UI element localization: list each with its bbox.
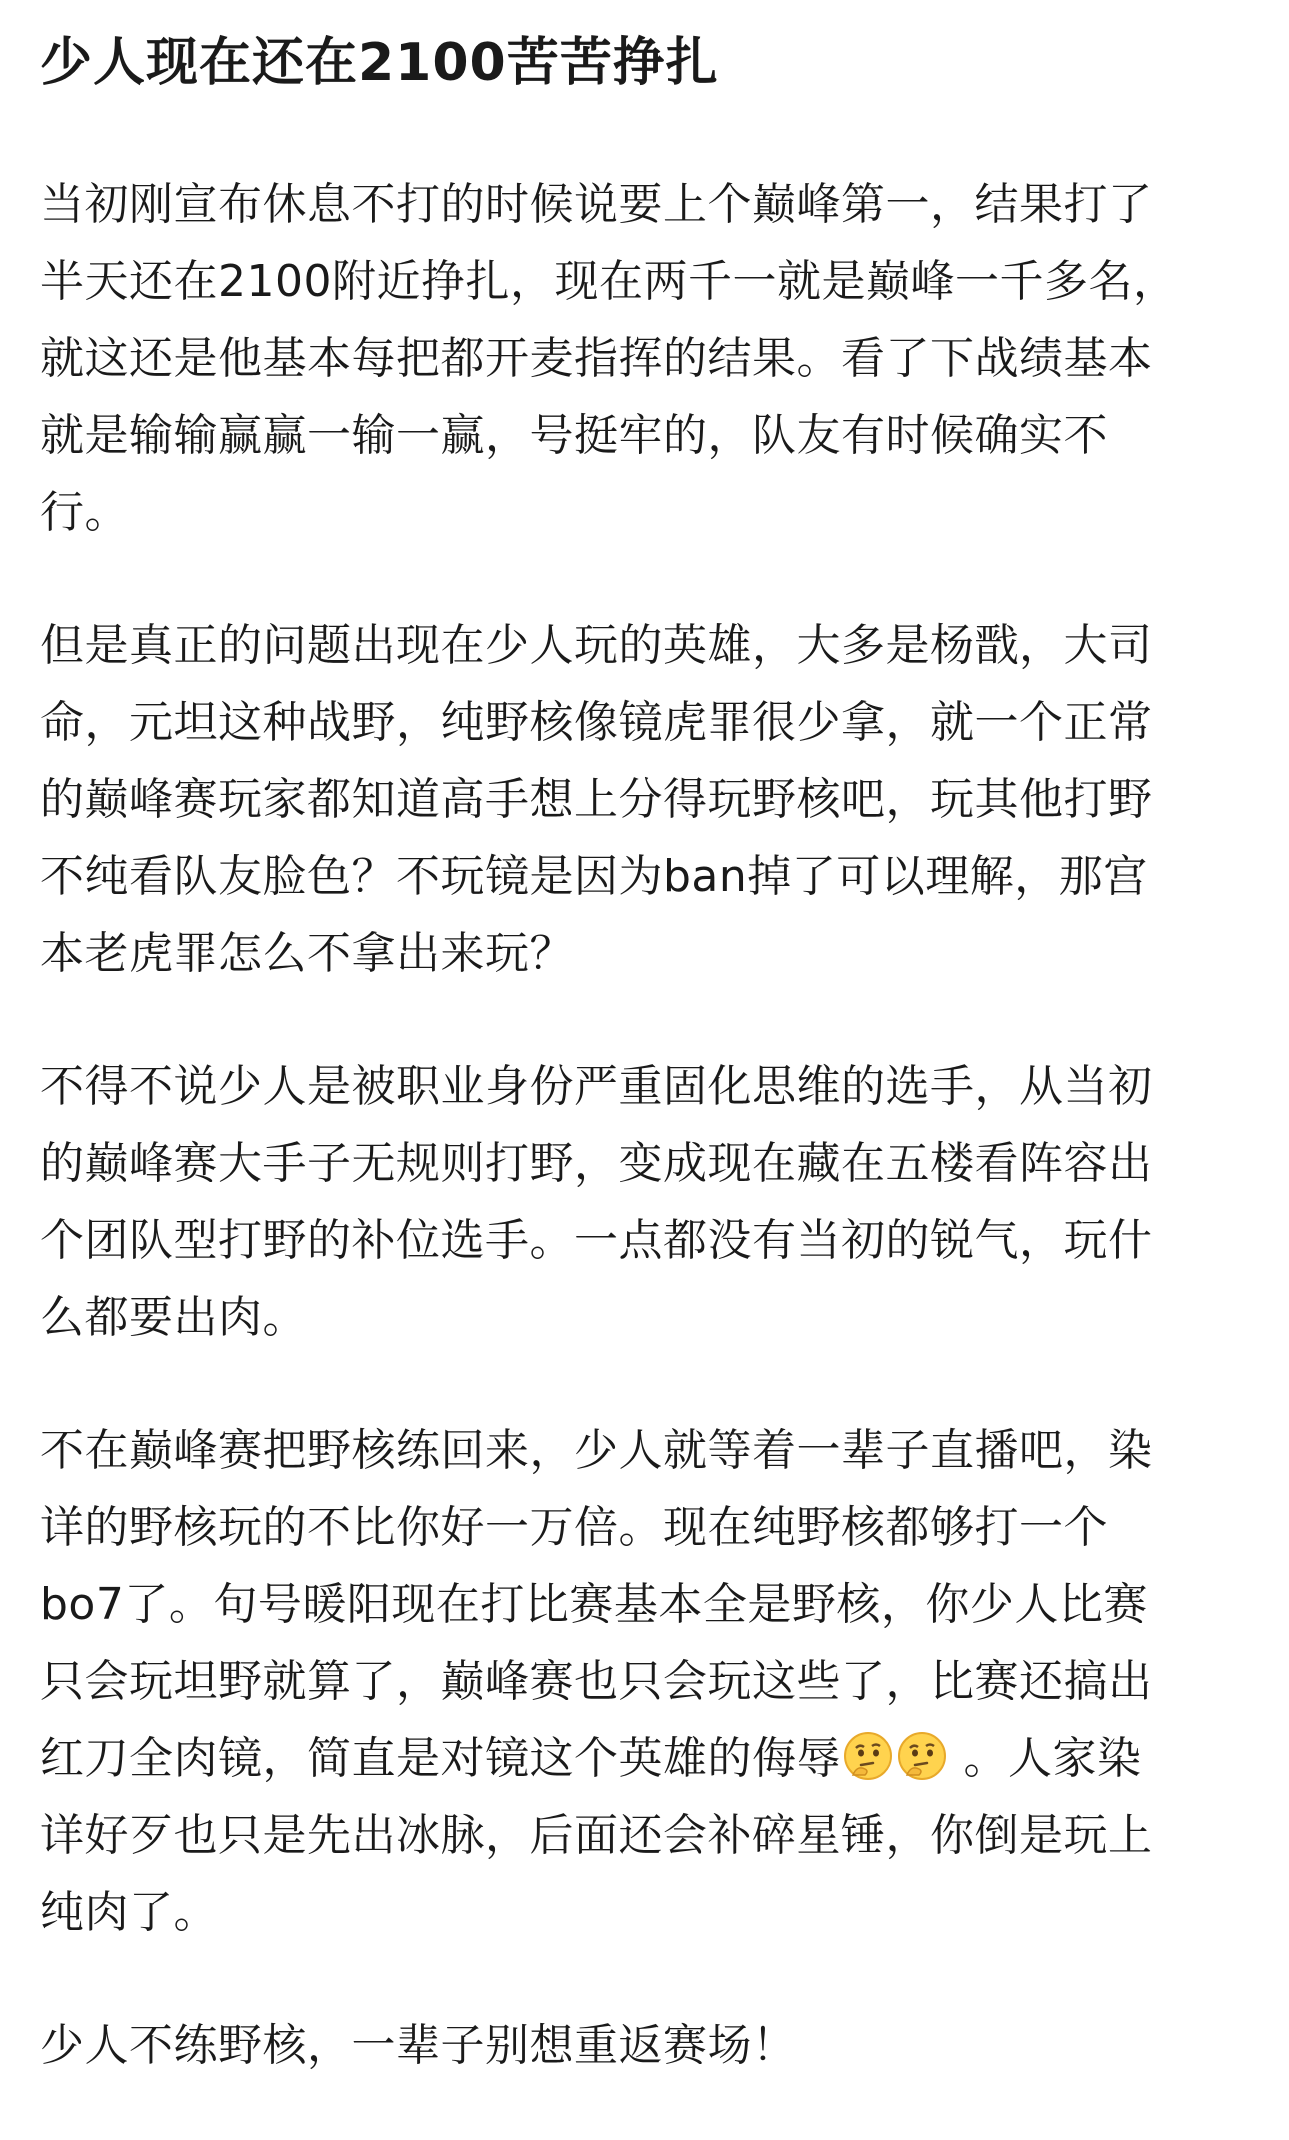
text-line: 详好歹也只是先出冰脉，后面还会补碎星锤，你倒是玩上	[40, 1810, 1153, 1861]
paragraph-5	[40, 2007, 1250, 2084]
text-line: 详的野核玩的不比你好一万倍。现在纯野核都够打一个	[40, 1502, 1108, 1553]
text-line: 行。	[40, 487, 129, 538]
text-line: 本老虎罪怎么不拿出来玩？	[40, 928, 574, 979]
text-segment: 红刀全肉镜，简直是对镜这个英雄的侮辱	[40, 1733, 841, 1784]
paragraph-4	[40, 1412, 1250, 1951]
text-line: 纯肉了。	[40, 1887, 218, 1938]
text-line: bo7了。句号暖阳现在打比赛基本全是野核，你少人比赛	[40, 1579, 1148, 1630]
post-body	[40, 166, 1250, 2084]
text-line: 不在巅峰赛把野核练回来，少人就等着一辈子直播吧，染	[40, 1425, 1153, 1476]
text-line: 当初刚宣布休息不打的时候说要上个巅峰第一，结果打了	[40, 179, 1153, 230]
text-line: 但是真正的问题出现在少人玩的英雄，大多是杨戬，大司	[40, 620, 1153, 671]
text-line: 只会玩坦野就算了，巅峰赛也只会玩这些了，比赛还搞出	[40, 1656, 1153, 1707]
thinking-face-icon	[897, 1728, 947, 1778]
text-line: 的巅峰赛大手子无规则打野，变成现在藏在五楼看阵容出	[40, 1138, 1153, 1189]
text-line: 个团队型打野的补位选手。一点都没有当初的锐气，玩什	[40, 1215, 1153, 1266]
paragraph-2	[40, 607, 1250, 992]
thinking-face-icon	[843, 1728, 893, 1778]
text-line: 的巅峰赛玩家都知道高手想上分得玩野核吧，玩其他打野	[40, 774, 1153, 825]
text-line-with-emoji	[40, 1720, 1250, 1797]
text-line: 半天还在2100附近挣扎，现在两千一就是巅峰一千多名，	[40, 256, 1178, 307]
text-line: 么都要出肉。	[40, 1292, 307, 1343]
text-line: 不得不说少人是被职业身份严重固化思维的选手，从当初	[40, 1061, 1153, 1112]
paragraph-3	[40, 1048, 1250, 1356]
text-line: 少人不练野核，一辈子别想重返赛场！	[40, 2020, 797, 2071]
text-segment: 。人家染	[949, 1733, 1142, 1784]
paragraph-1	[40, 166, 1250, 551]
text-line: 命，元坦这种战野，纯野核像镜虎罪很少拿，就一个正常	[40, 697, 1153, 748]
post	[40, 0, 1250, 2140]
text-line: 就是输输赢赢一输一赢，号挺牢的，队友有时候确实不	[40, 410, 1108, 461]
post-title: 少人现在还在2100苦苦挣扎	[40, 33, 719, 93]
text-line: 就这还是他基本每把都开麦指挥的结果。看了下战绩基本	[40, 333, 1153, 384]
text-line: 不纯看队友脸色？不玩镜是因为ban掉了可以理解，那宫	[40, 851, 1148, 902]
